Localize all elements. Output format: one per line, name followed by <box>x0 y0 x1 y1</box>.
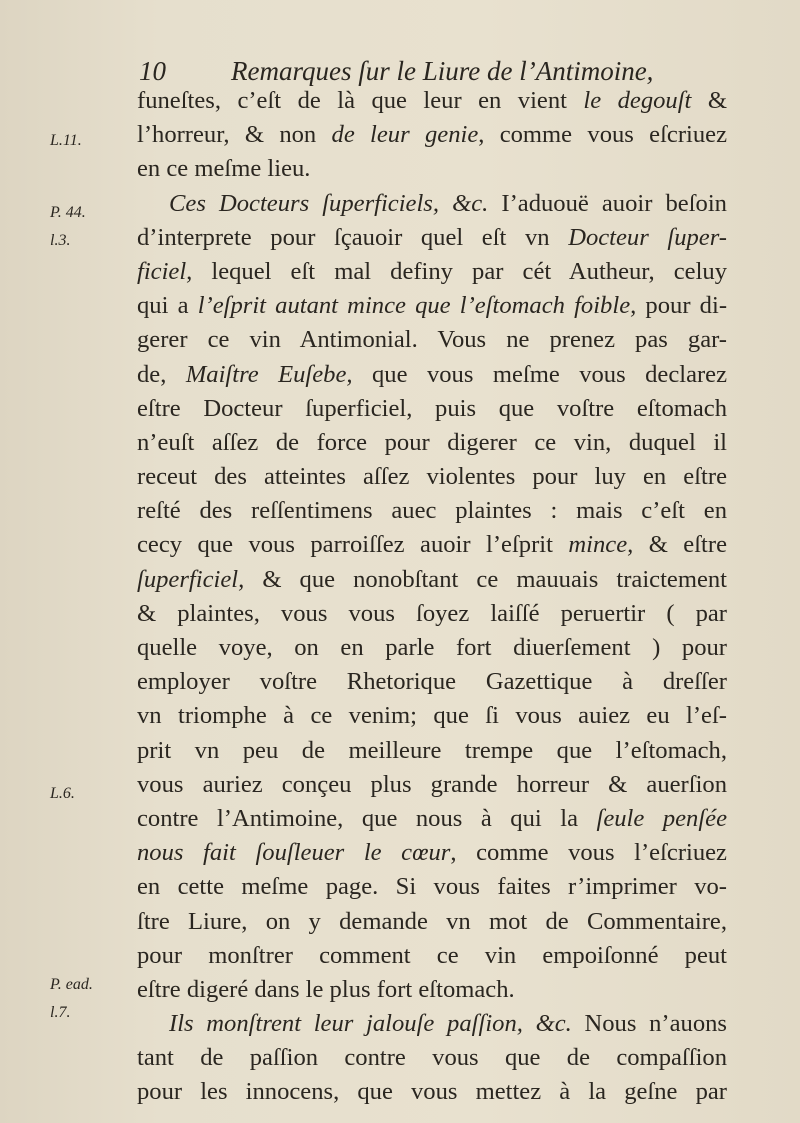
text-run: en cette meſme page. Si vous faites r’imprimer vo- <box>137 873 727 901</box>
text-line <box>137 563 727 597</box>
text-run: eſtre digeré dans le plus fort eſtomach. <box>137 975 515 1003</box>
text-run: employer voſtre Rhetorique Gazettique à dreſſer <box>137 668 727 696</box>
margin-note: L.6. <box>50 785 75 802</box>
italic-run: Ils monſtrent leur jalouſe paſſion, &c. <box>169 1010 572 1038</box>
italic-run: de leur genie <box>331 121 479 149</box>
text-line <box>137 836 727 870</box>
text-run: gerer ce vin Antimonial. Vous ne prenez pas gar- <box>137 326 727 354</box>
text-run: tant de paſſion contre vous que de compaſſion <box>137 1044 727 1072</box>
text-run: & <box>691 87 727 114</box>
text-run: , comme vous eſcriuez <box>478 121 728 149</box>
text-line <box>137 802 727 836</box>
italic-run: l’eſprit autant mince que l’eſtomach foible, <box>197 292 637 320</box>
text-line <box>137 118 727 152</box>
text-run: pour monſtrer comment ce vin empoiſonné peut <box>137 941 727 969</box>
italic-run: ſeule penſée <box>596 804 728 832</box>
text-run: quelle voye, on en parle fort diuerſement ) pour <box>137 634 727 661</box>
text-run: & plaintes, vous vous ſoyez laiſſé peruertir ( par <box>137 599 727 627</box>
italic-run: Maiſtre Euſebe, <box>185 360 353 388</box>
text-run: en ce meſme lieu. <box>137 155 311 183</box>
running-title: Remarques ſur le Liure de l’Antimoine, <box>231 56 654 86</box>
italic-run: ſuperficiel, <box>137 565 245 593</box>
text-run: receut des atteintes aſſez violentes pour luy en eſtre <box>137 463 727 491</box>
text-run: reſté des reſſentimens auec plaintes : mais c’eſt en <box>137 497 727 525</box>
text-run: vous auriez conçeu plus grande horreur & auerſion <box>137 770 727 798</box>
margin-note: l.7. <box>50 1004 71 1021</box>
text-run: & eſtre <box>633 531 727 559</box>
text-line <box>137 528 727 562</box>
text-line <box>137 939 727 973</box>
text-line <box>137 426 727 460</box>
text-run: eſtre Docteur ſuperficiel, puis que voſtre eſtomach <box>137 394 727 422</box>
text-line <box>137 631 727 665</box>
margin-note: P. ead. <box>50 976 93 993</box>
text-run: de, <box>137 360 186 388</box>
text-line <box>137 973 727 1007</box>
text-line <box>137 358 727 392</box>
text-line <box>137 1075 727 1109</box>
text-run: l’horreur, & non <box>137 121 332 149</box>
text-run: pour di- <box>636 292 728 320</box>
italic-run: Ces Docteurs ſuperficiels, &c. <box>169 189 489 217</box>
text-line <box>137 289 727 323</box>
text-run: qui a <box>137 292 198 320</box>
text-run: lequel eſt mal definy par cét Autheur, celuy <box>192 257 727 285</box>
margin-note: l.3. <box>50 232 71 249</box>
margin-note: P. 44. <box>50 204 86 221</box>
text-line <box>137 768 727 802</box>
text-line <box>137 734 727 768</box>
text-line <box>137 392 727 426</box>
text-run: d’interprete pour ſçauoir quel eſt vn <box>137 223 569 251</box>
text-line <box>137 597 727 631</box>
text-line <box>137 494 727 528</box>
text-line <box>137 84 727 118</box>
text-line <box>137 870 727 904</box>
text-line <box>137 699 727 733</box>
text-line <box>137 255 727 289</box>
text-line <box>137 187 727 221</box>
text-line <box>137 905 727 939</box>
text-run: que vous meſme vous declarez <box>352 360 728 388</box>
italic-run: Docteur ſuper- <box>568 223 727 251</box>
text-run: n’euſt aſſez de force pour digerer ce vin, duquel il <box>137 428 727 456</box>
text-line <box>137 221 727 255</box>
text-run: I’aduouë auoir beſoin <box>488 189 727 217</box>
text-run: & que nonobſtant ce mauuais traictement <box>244 565 727 593</box>
italic-run: nous fait ſouſleuer le cœur <box>137 839 451 867</box>
text-line <box>137 1041 727 1075</box>
body-text <box>137 84 727 1110</box>
italic-run: ficiel, <box>137 257 193 285</box>
text-run: vn triomphe à ce venim; que ſi vous auiez eu l’eſ- <box>137 702 727 730</box>
italic-run: mince, <box>568 531 634 559</box>
text-run: Nous n’auons <box>571 1010 727 1038</box>
text-line <box>137 152 727 186</box>
text-run: ſtre Liure, on y demande vn mot de Commentaire, <box>137 907 727 935</box>
text-line <box>137 323 727 357</box>
text-run: pour les innocens, que vous mettez à la geſne par <box>137 1078 727 1106</box>
text-run: contre l’Antimoine, que nous à qui la <box>137 804 597 832</box>
text-line <box>137 1007 727 1041</box>
text-line <box>137 665 727 699</box>
text-run: funeſtes, c’eſt de là que leur en vient <box>137 87 584 114</box>
page-number: 10 <box>139 56 166 86</box>
text-run: , comme vous l’eſcriuez <box>450 839 727 867</box>
text-run: cecy que vous parroiſſez auoir l’eſprit <box>137 531 569 559</box>
text-line <box>137 460 727 494</box>
italic-run: le degouſt <box>583 87 692 114</box>
margin-note: L.11. <box>50 132 82 149</box>
text-run: prit vn peu de meilleure trempe que l’eſtomach, <box>137 736 727 764</box>
